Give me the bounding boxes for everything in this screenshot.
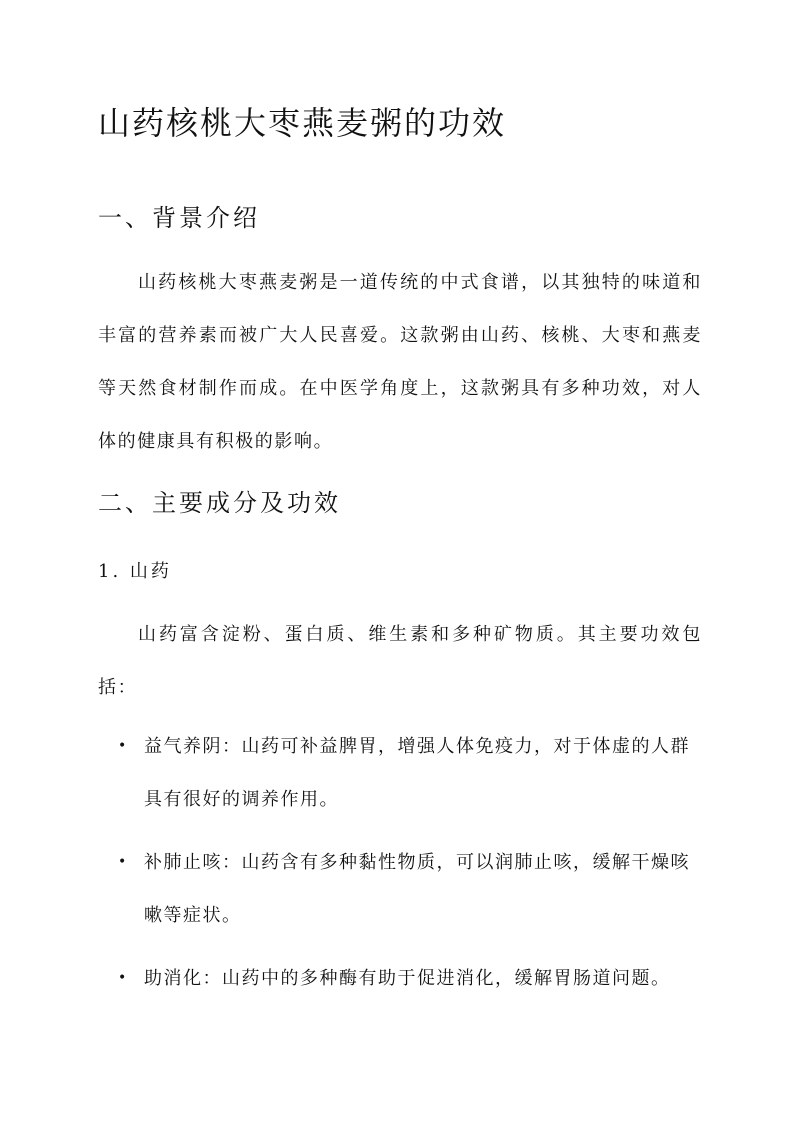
bullet-icon: •: [118, 738, 128, 754]
list-item: [118, 836, 702, 942]
yam-intro-paragraph: 山药富含淀粉、蛋白质、维生素和多种矿物质。其主要功效包括：: [98, 624, 702, 698]
background-paragraph: 山药核桃大枣燕麦粥是一道传统的中式食谱，以其独特的味道和丰富的营养素而被广大人民喜爱。这款粥由山药、核桃、大枣和燕麦等天然食材制作而成。在中医学角度上，这款粥具有多种功效，对人体的健康具有积极的影响。: [98, 272, 702, 452]
list-item: [118, 720, 702, 826]
list-item-text: 益气养阴：山药可补益脾胃，增强人体免疫力，对于体虚的人群具有很好的调养作用。: [144, 736, 690, 810]
list-item: [118, 952, 702, 1005]
section-heading-background: 一、背景介绍: [98, 204, 260, 232]
bullet-icon: •: [118, 970, 128, 986]
yam-benefits-list: [118, 720, 702, 1015]
document-title: 山药核桃大枣燕麦粥的功效: [98, 104, 507, 142]
bullet-icon: •: [118, 854, 128, 870]
section-heading-ingredients: 二、主要成分及功效: [98, 489, 341, 517]
list-item-text: 补肺止咳：山药含有多种黏性物质，可以润肺止咳，缓解干燥咳嗽等症状。: [144, 852, 690, 926]
subsection-heading-yam: 1. 山药: [98, 561, 172, 582]
list-item-text: 助消化：山药中的多种酶有助于促进消化，缓解胃肠道问题。: [144, 968, 671, 989]
